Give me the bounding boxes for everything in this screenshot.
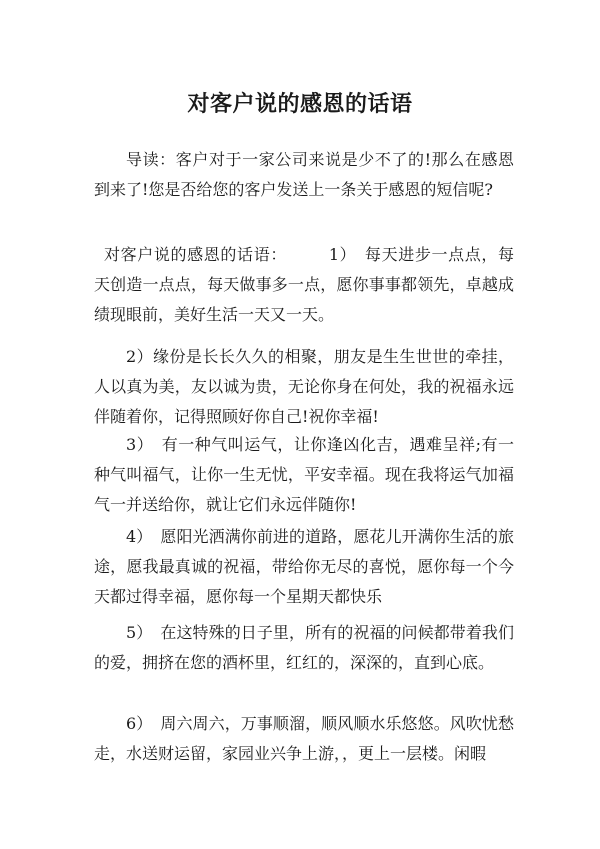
paragraph-4: 4） 愿阳光洒满你前进的道路，愿花儿开满你生活的旅途，愿我最真诚的祝福，带给你无尽的喜悦，愿你每一个今天都过得幸福，愿你每一个星期天都快乐: [94, 527, 514, 606]
paragraph-6: 6） 周六周六，万事顺溜，顺风顺水乐悠悠。风吹忧愁走，水送财运留，家园业兴争上游，，更上一层楼。闲暇: [94, 714, 514, 763]
paragraph-2: 2）缘份是长长久久的相聚，朋友是生生世世的牵挂，人以真为美，友以诚为贵，无论你身在何处，我的祝福永远伴随着你，记得照顾好你自己!祝你幸福!: [94, 347, 514, 426]
document-title: 对客户说的感恩的话语: [187, 90, 413, 117]
intro-paragraph: 导读：客户对于一家公司来说是少不了的!那么在感恩到来了!您是否给您的客户发送上一条关于感恩的短信呢?: [94, 150, 514, 199]
paragraph-5: 5） 在这特殊的日子里，所有的祝福的问候都带着我们的爱，拥挤在您的酒杯里，红红的，深深的，直到心底。: [94, 623, 514, 672]
paragraph-3: 3） 有一种气叫运气，让你逢凶化吉，遇难呈祥;有一种气叫福气，让你一生无忧，平安幸福。现在我将运气加福气一并送给你，就让它们永远伴随你!: [94, 435, 514, 514]
paragraph-1: 对客户说的感恩的话语： 1） 每天进步一点点，每天创造一点点，每天做事多一点，愿你事事都领先，卓越成绩现眼前，美好生活一天又一天。: [94, 245, 514, 324]
